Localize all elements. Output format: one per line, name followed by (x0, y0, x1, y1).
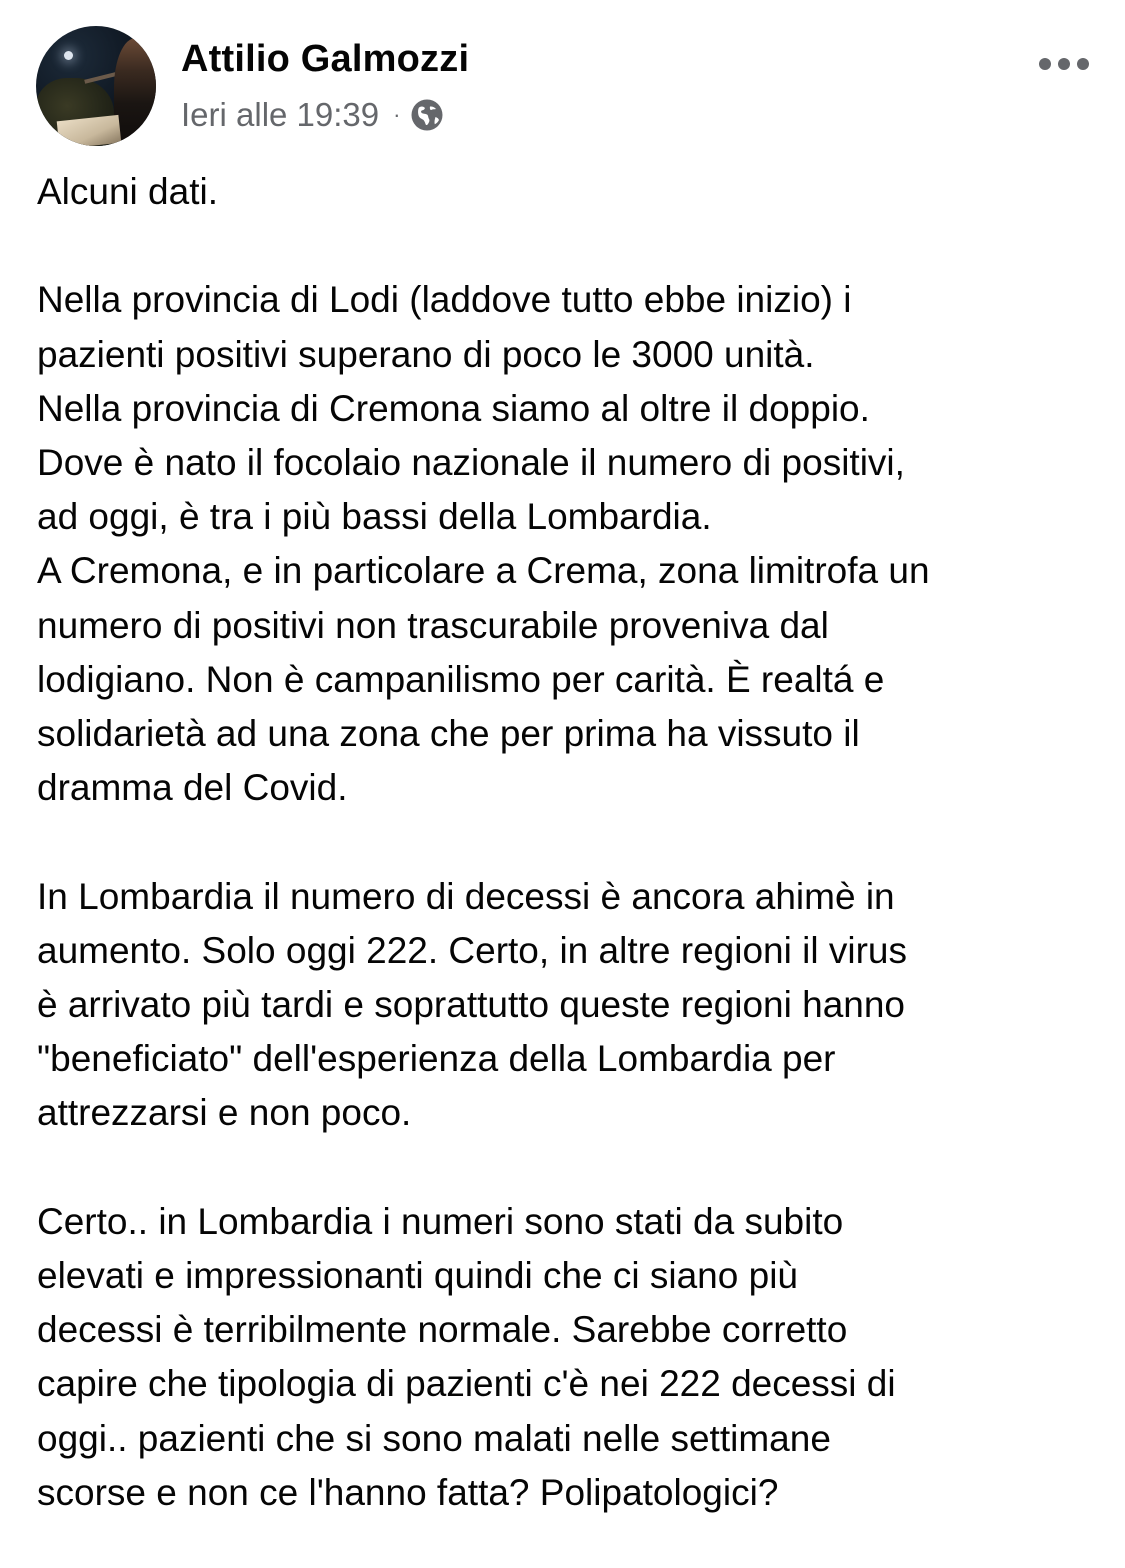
text-line: ad oggi, è tra i più bassi della Lombardia. (37, 496, 712, 538)
post-timestamp[interactable]: Ieri alle 19:39 (181, 96, 380, 133)
avatar-paper (57, 115, 122, 146)
text-line: Alcuni dati. (37, 171, 218, 212)
text-line: Nella provincia di Cremona siamo al oltre il doppio. (37, 387, 870, 429)
post-header (0, 0, 1125, 160)
text-line: "beneficiato" dell'esperienza della Lombardia per (37, 1038, 836, 1080)
text-line: attrezzarsi e non poco. (37, 1092, 412, 1134)
paragraph-gap (37, 1141, 1097, 1195)
paragraph-gap (37, 815, 1097, 869)
text-line: pazienti positivi superano di poco le 3000 unità. (37, 333, 815, 375)
text-line: Nella provincia di Lodi (laddove tutto ebbe inizio) i (37, 279, 852, 321)
text-line: Dove è nato il focolaio nazionale il numero di positivi, (37, 442, 905, 483)
text-line: oggi.. pazienti che si sono malati nelle settimane (37, 1417, 831, 1459)
more-horizontal-icon (1039, 58, 1051, 70)
text-line: numero di positivi non trascurabile proveniva dal (37, 604, 829, 646)
text-line: In Lombardia il numero di decessi è ancora ahimè in (37, 875, 895, 917)
text-line: elevati e impressionanti quindi che ci siano più (37, 1255, 798, 1297)
more-horizontal-icon (1058, 58, 1070, 70)
text-line: lodigiano. Non è campanilismo per carità. È realtá e (37, 658, 885, 700)
globe-icon[interactable] (410, 98, 444, 132)
meta-separator: · (393, 102, 401, 127)
paragraph-gap (37, 219, 1097, 273)
avatar-moon (64, 51, 73, 60)
text-line: A Cremona, e in particolare a Crema, zona limitrofa un (37, 550, 930, 592)
text-line: è arrivato più tardi e soprattutto queste regioni hanno (37, 984, 906, 1026)
text-line: Certo.. in Lombardia i numeri sono stati da subito (37, 1200, 844, 1242)
avatar-person (114, 38, 156, 146)
more-options-button[interactable] (1039, 54, 1089, 74)
post-meta (181, 94, 444, 136)
text-line: capire che tipologia di pazienti c'è nei 222 decessi di (37, 1363, 896, 1405)
author-name[interactable]: Attilio Galmozzi (181, 38, 470, 80)
more-horizontal-icon (1077, 58, 1089, 70)
text-line: solidarietà ad una zona che per prima ha vissuto il (37, 713, 860, 755)
avatar[interactable] (36, 26, 156, 146)
text-line: dramma del Covid. (37, 767, 348, 809)
text-line: decessi è terribilmente normale. Sarebbe corretto (37, 1309, 848, 1351)
text-line: scorse e non ce l'hanno fatta? Polipatologici? (37, 1471, 779, 1513)
post-text (37, 165, 1097, 1520)
text-line: aumento. Solo oggi 222. Certo, in altre regioni il virus (37, 929, 907, 971)
